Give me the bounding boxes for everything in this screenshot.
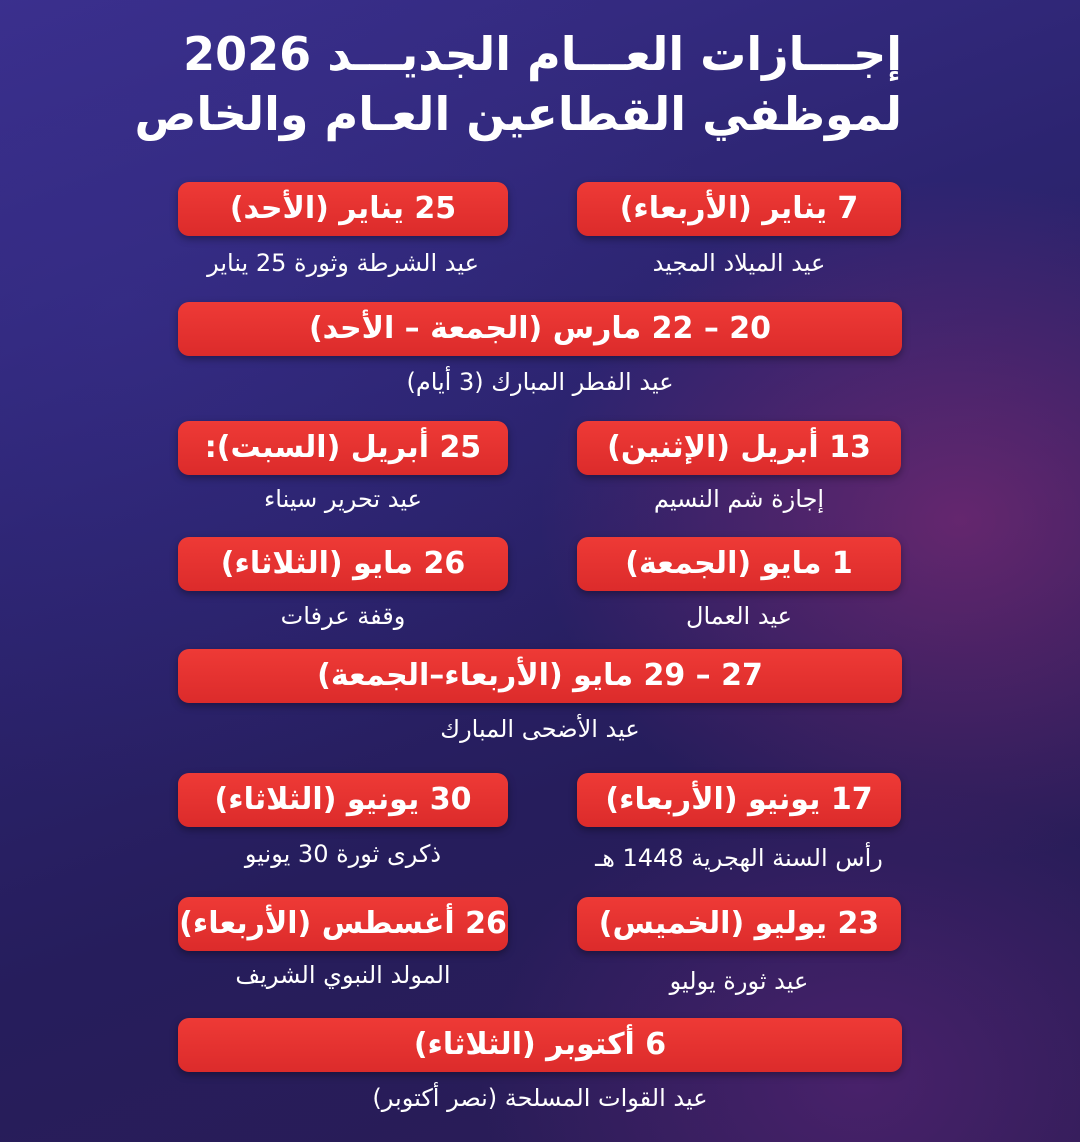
holiday-date-badge: 7 يناير (الأربعاء) (577, 182, 901, 236)
holiday-date-badge: 20 – 22 مارس (الجمعة – الأحد) (178, 302, 902, 356)
holiday-name: عيد الميلاد المجيد (652, 249, 826, 277)
holiday-date-badge: 23 يوليو (الخميس) (577, 897, 901, 951)
holiday-name: عيد الشرطة وثورة 25 يناير (207, 249, 479, 277)
holiday-name: ذكرى ثورة 30 يونيو (244, 840, 442, 868)
holiday-name: عيد الأضحى المبارك (440, 715, 640, 743)
holiday-date-badge: 6 أكتوبر (الثلاثاء) (178, 1018, 902, 1072)
page-subtitle: لموظفي القطاعين العـام والخاص (134, 87, 902, 141)
holiday-date-badge: 25 أبريل (السبت): (178, 421, 508, 475)
holiday-name: عيد القوات المسلحة (نصر أكتوبر) (372, 1084, 708, 1112)
holiday-date-badge: 25 يناير (الأحد) (178, 182, 508, 236)
holiday-date-badge: 13 أبريل (الإثنين) (577, 421, 901, 475)
holiday-name: رأس السنة الهجرية 1448 هـ (595, 844, 883, 872)
holiday-name: المولد النبوي الشريف (235, 961, 451, 989)
holiday-date-badge: 1 مايو (الجمعة) (577, 537, 901, 591)
holiday-date-badge: 17 يونيو (الأربعاء) (577, 773, 901, 827)
holiday-name: إجازة شم النسيم (653, 485, 825, 513)
holiday-name: عيد العمال (686, 602, 792, 630)
holiday-name: عيد تحرير سيناء (264, 485, 422, 513)
holiday-date-badge: 27 – 29 مايو (الأربعاء–الجمعة) (178, 649, 902, 703)
holiday-name: عيد الفطر المبارك (3 أيام) (406, 368, 674, 396)
header (134, 24, 902, 144)
holiday-date-badge: 26 أغسطس (الأربعاء) (178, 897, 508, 951)
holiday-date-badge: 26 مايو (الثلاثاء) (178, 537, 508, 591)
holiday-name: وقفة عرفات (280, 602, 406, 630)
page-title: إجـــازات العـــام الجديـــد 2026 (183, 27, 902, 81)
holiday-date-badge: 30 يونيو (الثلاثاء) (178, 773, 508, 827)
holiday-name: عيد ثورة يوليو (669, 967, 809, 995)
